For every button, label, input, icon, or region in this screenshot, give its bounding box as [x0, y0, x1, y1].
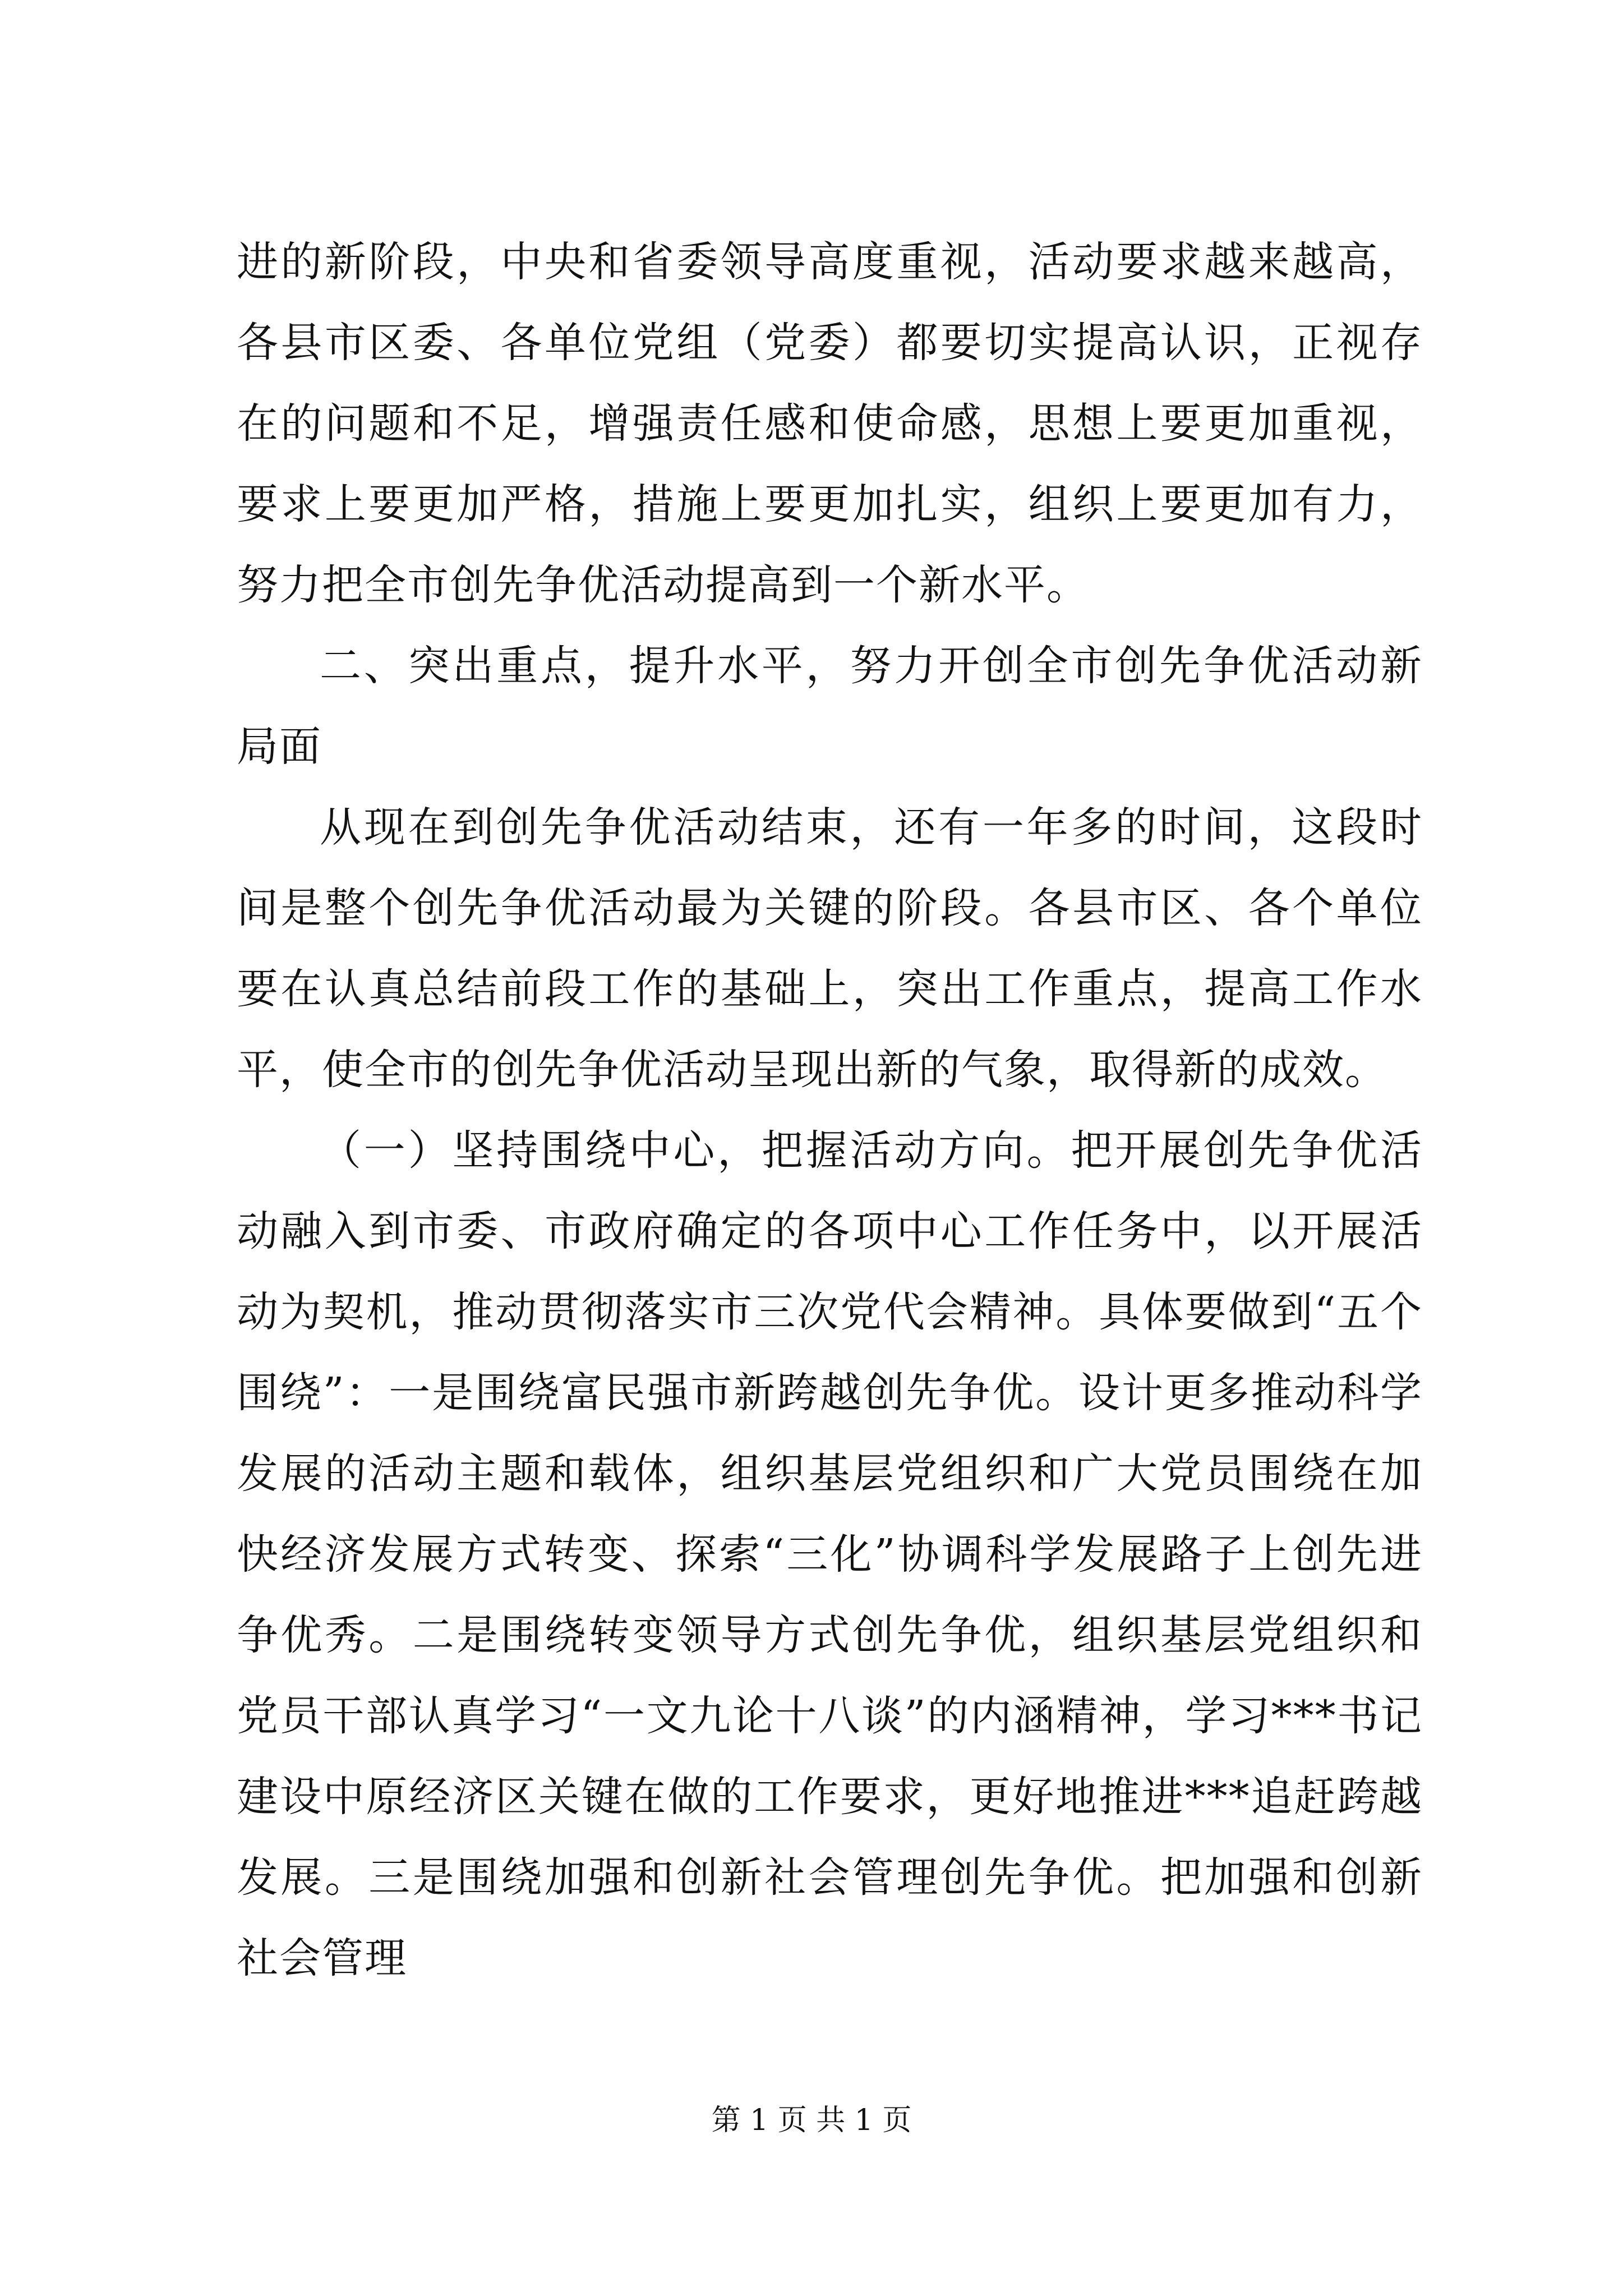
paragraph-continuation: 进的新阶段，中央和省委领导高度重视，活动要求越来越高，各县市区委、各单位党组（党委）都要切实提高认识，正视存在的问题和不足，增强责任感和使命感，思想上要更加重视，要求上要更加严格，措施上要更加扎实，组织上要更加有力，努力把全市创先争优活动提高到一个新水平。 — [237, 238, 1423, 609]
paragraph: （一）坚持围绕中心，把握活动方向。把开展创先争优活动融入到市委、市政府确定的各项中心工作任务中，以开展活动为契机，推动贯彻落实市三次党代会精神。具体要做到“五个围绕”：一是围绕富民强市新跨越创先争优。设计更多推动科学发展的活动主题和载体，组织基层党组织和广大党员围绕在加快经济发展方式转变、探索“三化”协调科学发展路子上创先进争优秀。二是围绕转变领导方式创先争优，组织基层党组织和党员干部认真学习“一文九论十八谈”的内涵精神，学习***书记建设中原经济区关键在做的工作要求，更好地推进***追赶跨越发展。三是围绕加强和创新社会管理创先争优。把加强和创新社会管理 — [237, 1126, 1423, 1982]
paragraph: 从现在到创先争优活动结束，还有一年多的时间，这段时间是整个创先争优活动最为关键的阶段。各县市区、各个单位要在认真总结前段工作的基础上，突出工作重点，提高工作水平，使全市的创先争优活动呈现出新的气象，取得新的成效。 — [237, 803, 1423, 1094]
section-heading: 二、突出重点，提升水平，努力开创全市创先争优活动新局面 — [237, 642, 1423, 771]
document-body — [237, 222, 1423, 1999]
page-footer: 第 1 页 共 1 页 — [711, 2104, 912, 2137]
